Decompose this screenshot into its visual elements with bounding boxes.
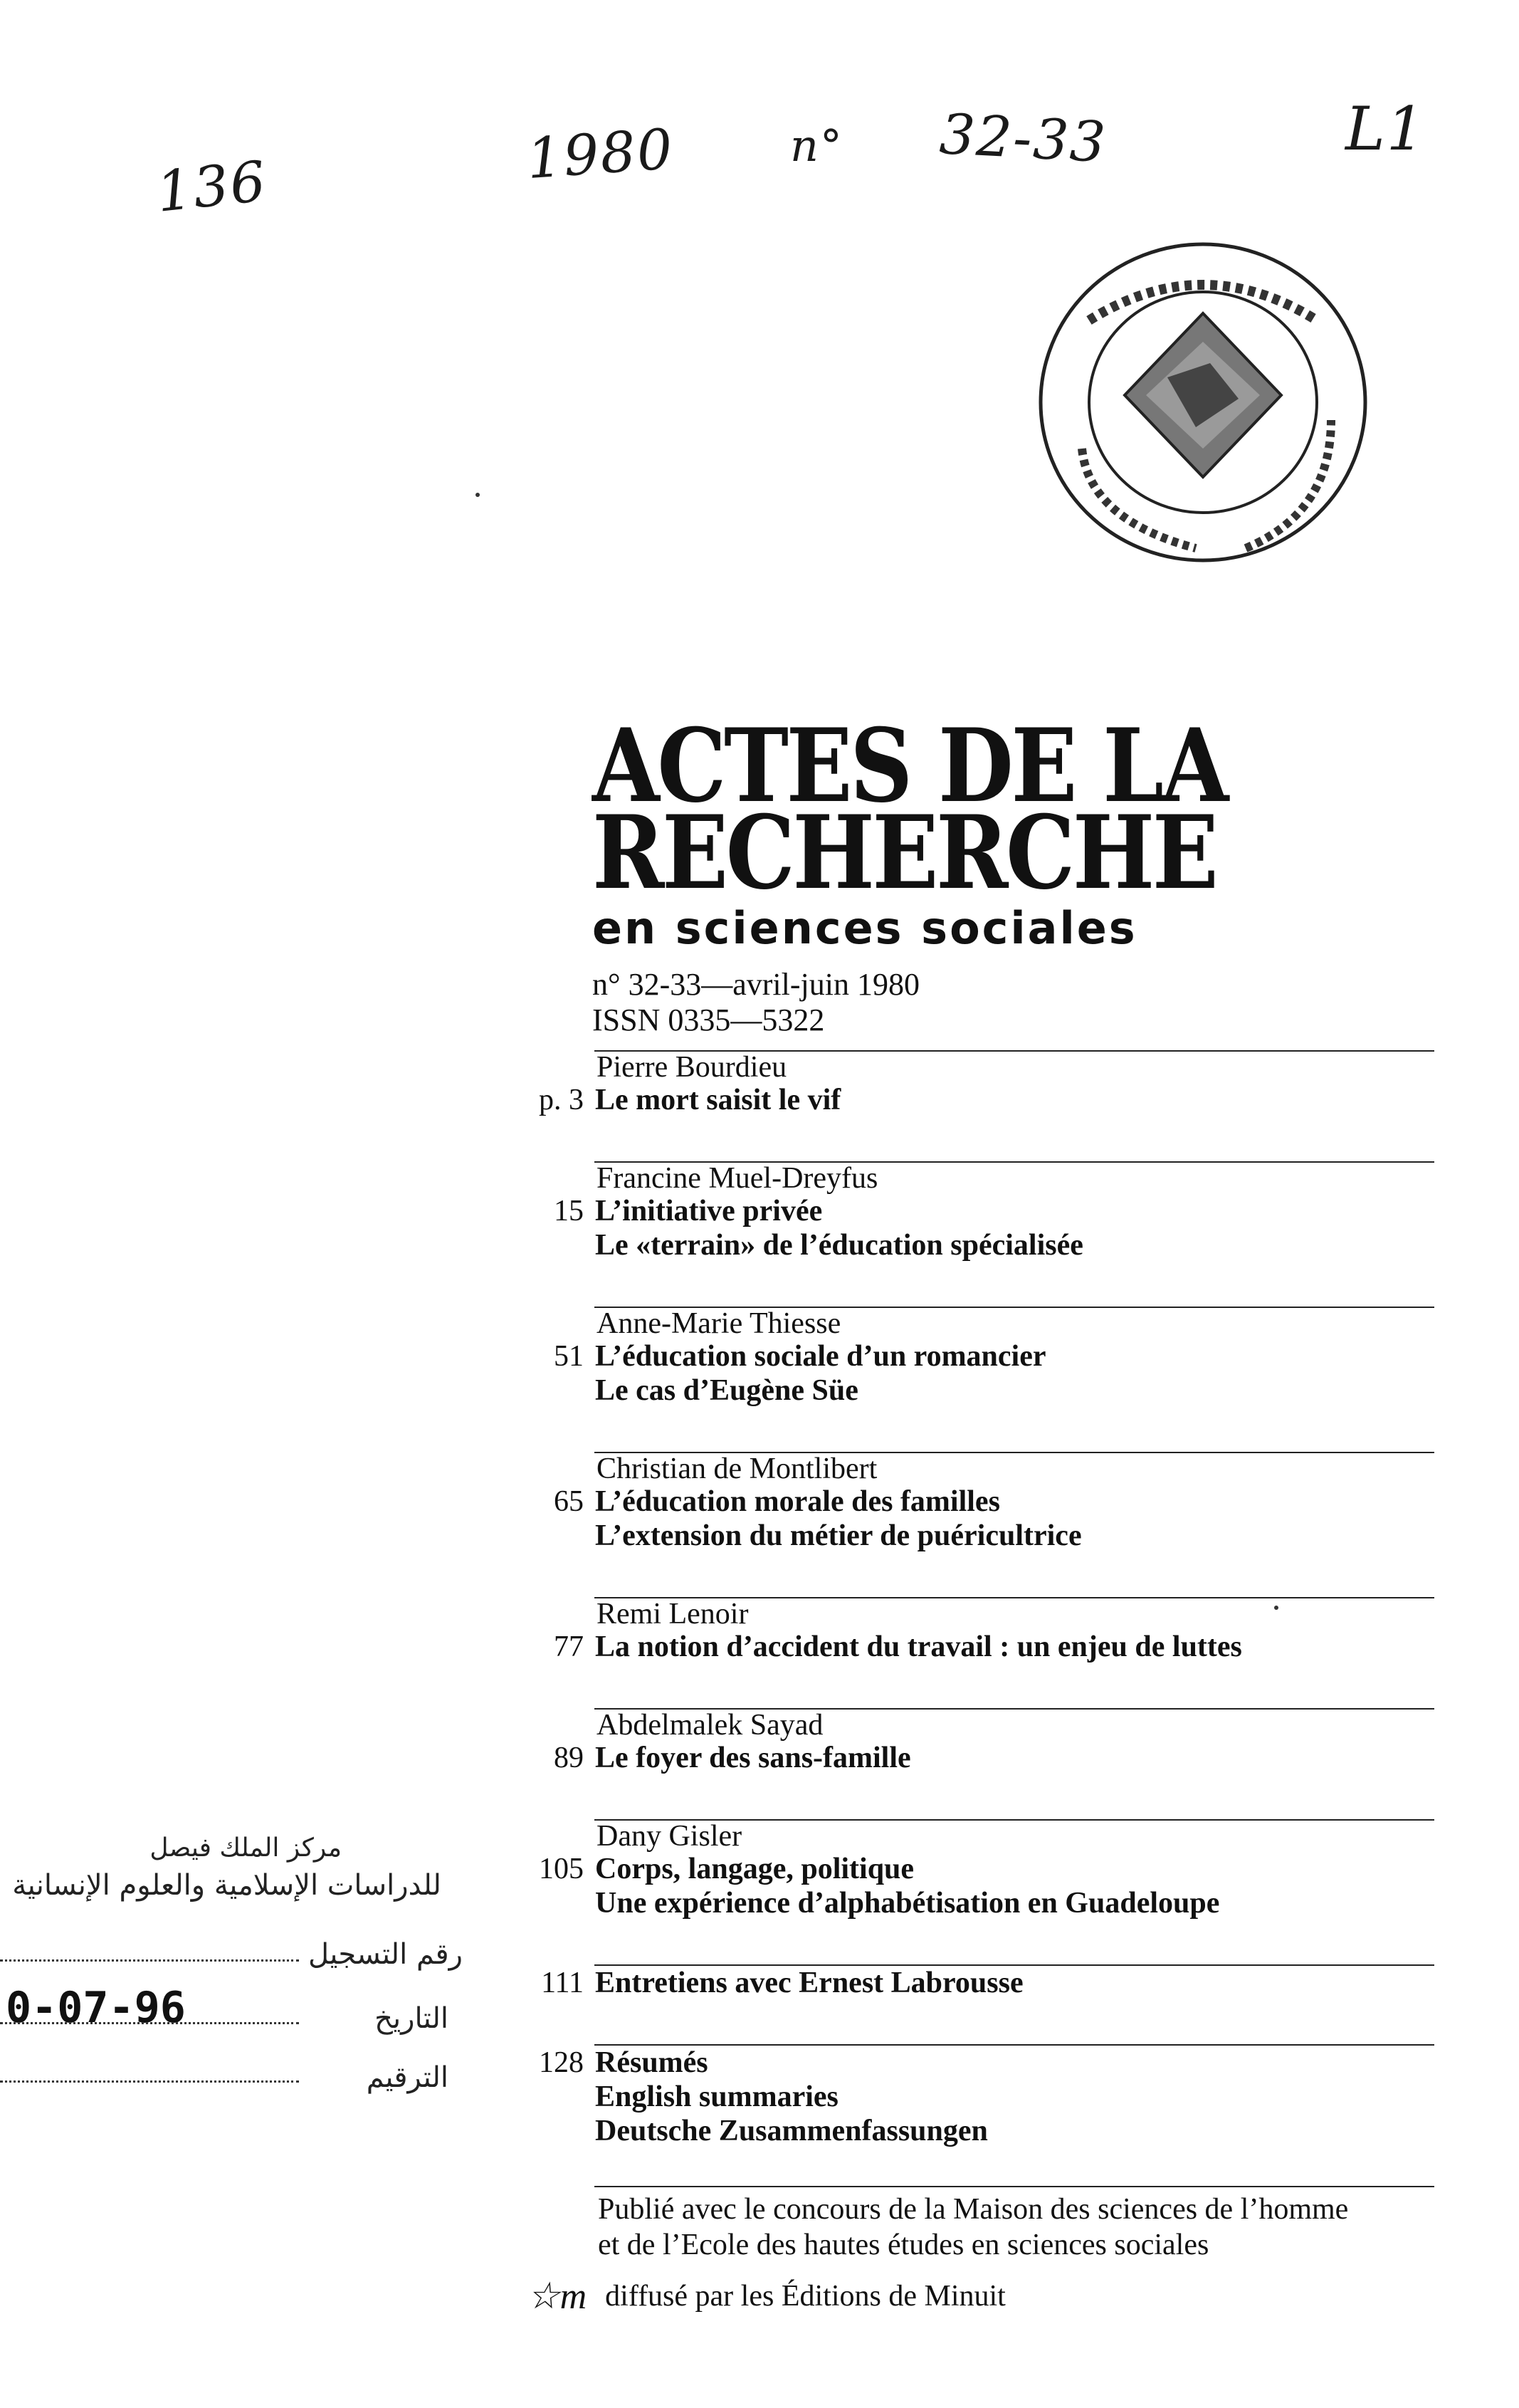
- issue-info: n° 32-33—avril-juin 1980: [592, 967, 920, 1002]
- toc-entry: [498, 1050, 1445, 1117]
- toc-author: Christian de Montlibert: [596, 1452, 878, 1485]
- divider: [0, 2080, 299, 2083]
- credits-line1: Publié avec le concours de la Maison des sciences de l’homme: [598, 2193, 1349, 2226]
- card-reg-label: رقم التسجيل: [308, 1938, 463, 1971]
- handwritten-shelf-mark: L1: [1345, 94, 1426, 164]
- toc-title: Entretiens avec Ernest Labrousse: [595, 1967, 1024, 1999]
- divider: [0, 2022, 299, 2024]
- divider: [594, 2186, 1434, 2187]
- toc-page: 51: [554, 1340, 584, 1373]
- card-class-label: الترقيم: [366, 2061, 448, 2094]
- card-date-value: 0-07-96: [6, 1983, 186, 2033]
- handwritten-ref-number: 136: [153, 150, 270, 225]
- journal-masthead: [592, 707, 1330, 1038]
- toc-subtitle: Le cas d’Eugène Süe: [595, 1374, 858, 1407]
- handwritten-issue-numbers: 32-33: [937, 102, 1109, 176]
- toc-subtitle: L’extension du métier de puéricultrice: [595, 1519, 1082, 1552]
- speck: [1274, 1606, 1278, 1610]
- publication-credits: [598, 2192, 1348, 2263]
- toc-page: 77: [554, 1630, 584, 1663]
- toc-entry: [498, 1161, 1445, 1262]
- toc-author: Dany Gisler: [596, 1820, 742, 1853]
- toc-entry: [498, 2044, 1445, 2148]
- toc-title: Résumés: [595, 2046, 708, 2079]
- toc-title: Corps, langage, politique: [595, 1853, 915, 1885]
- toc-author: Pierre Bourdieu: [596, 1051, 787, 1084]
- toc-entry: [498, 1819, 1445, 1920]
- toc-title: La notion d’accident du travail : un enjeu de luttes: [595, 1630, 1242, 1663]
- toc-author: Francine Muel-Dreyfus: [596, 1162, 878, 1195]
- speck: [475, 493, 480, 497]
- minuit-logo-icon: ☆m: [527, 2276, 587, 2317]
- toc-entry: [498, 1708, 1445, 1775]
- toc-page: 111: [541, 1967, 584, 1999]
- toc-title: L’éducation sociale d’un romancier: [595, 1340, 1046, 1373]
- credits-line2: et de l’Ecole des hautes études en sciences sociales: [598, 2229, 1209, 2261]
- card-date-label: التاريخ: [374, 2002, 448, 2035]
- library-seal-stamp: [1032, 235, 1374, 570]
- toc-author: Abdelmalek Sayad: [596, 1709, 824, 1742]
- handwritten-year: 1980: [525, 117, 676, 192]
- toc-page: 89: [554, 1742, 584, 1774]
- toc-title: L’initiative privée: [595, 1195, 823, 1227]
- toc-title: Le foyer des sans-famille: [595, 1742, 911, 1774]
- handwritten-issue-prefix: n°: [790, 120, 843, 172]
- toc-entry: [498, 1452, 1445, 1553]
- toc-page: 105: [539, 1853, 584, 1885]
- journal-title-line2: RECHERCHE: [592, 794, 1216, 912]
- toc-entry: [498, 1964, 1445, 2000]
- journal-title-line1: ACTES DE LA: [592, 707, 1226, 825]
- toc-page: p. 3: [539, 1084, 584, 1116]
- toc-subtitle: Une expérience d’alphabétisation en Guadeloupe: [595, 1887, 1220, 1920]
- toc-subtitle: English summaries: [595, 2080, 839, 2113]
- table-of-contents: [498, 1050, 1445, 2192]
- toc-author: Anne-Marie Thiesse: [596, 1307, 841, 1340]
- toc-entry: [498, 1597, 1445, 1664]
- publisher-line: [527, 2275, 1006, 2318]
- card-institution-line2: للدراسات الإسلامية والعلوم الإنسانية: [12, 1869, 441, 1902]
- toc-title: L’éducation morale des familles: [595, 1485, 1000, 1518]
- toc-entry: [498, 1307, 1445, 1408]
- journal-subtitle: en sciences sociales: [592, 902, 1137, 954]
- card-institution-line1: مركز الملك فيصل: [149, 1833, 342, 1863]
- toc-page: 128: [539, 2046, 584, 2079]
- toc-page: 65: [554, 1485, 584, 1518]
- toc-subtitle: Le «terrain» de l’éducation spécialisée: [595, 1229, 1083, 1262]
- toc-title: Le mort saisit le vif: [595, 1084, 841, 1116]
- divider: [0, 1959, 299, 1962]
- toc-author: Remi Lenoir: [596, 1598, 749, 1630]
- publisher-text: diffusé par les Éditions de Minuit: [605, 2280, 1006, 2313]
- toc-subtitle: Deutsche Zusammenfassungen: [595, 2115, 988, 2147]
- toc-page: 15: [554, 1195, 584, 1227]
- issn: ISSN 0335—5322: [592, 1003, 825, 1037]
